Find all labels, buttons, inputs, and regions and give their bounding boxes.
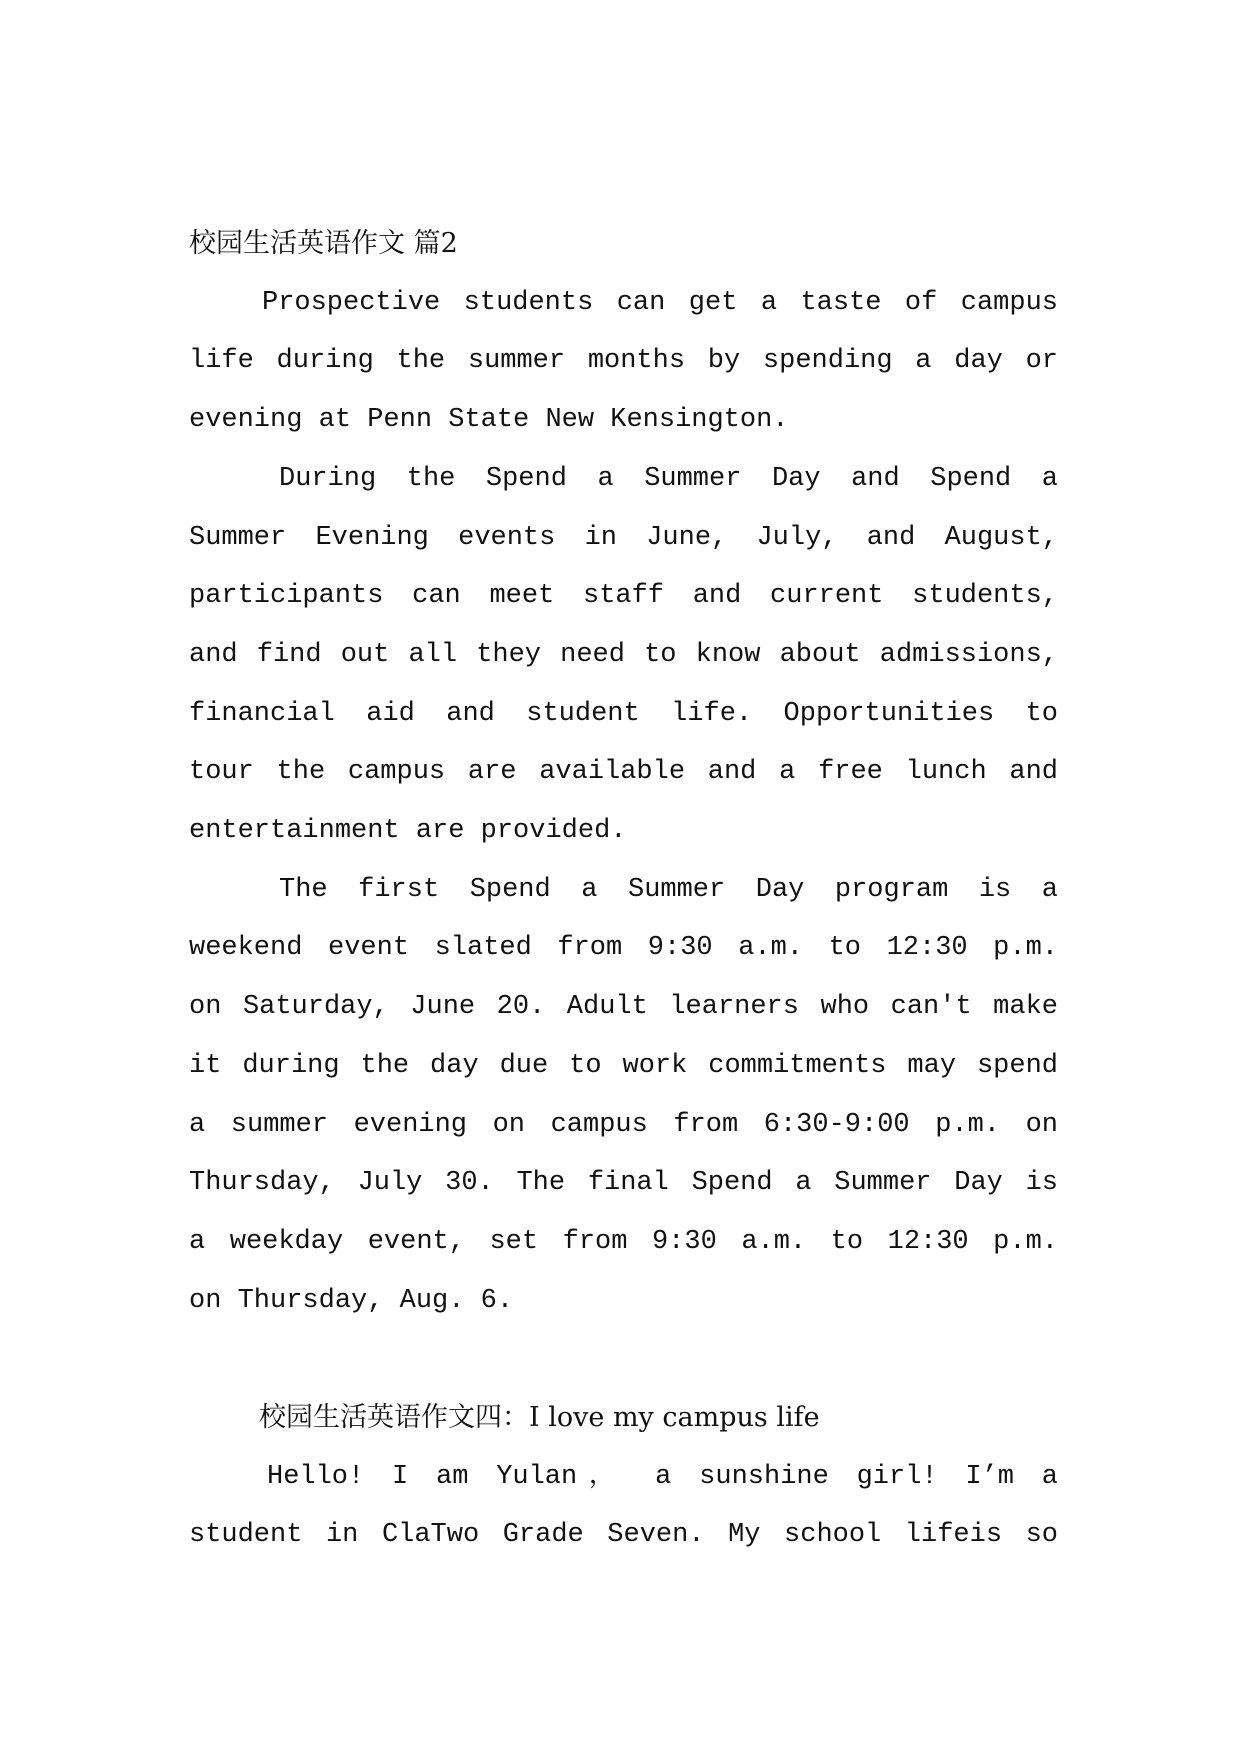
paragraph-line: financial aid and student life. Opportunities to <box>189 698 1058 729</box>
paragraph-line: a summer evening on campus from 6:30-9:00 p.m. on <box>189 1109 1058 1140</box>
paragraph-line: tour the campus are available and a free lunch and <box>189 757 1058 788</box>
paragraph-line: participants can meet staff and current students, <box>189 581 1058 612</box>
paragraph-line: entertainment are provided. <box>189 816 627 846</box>
paragraph-line: and find out all they need to know about admissions, <box>189 639 1058 670</box>
paragraph-line: it during the day due to work commitments may spend <box>189 1050 1058 1081</box>
paragraph-line: life during the summer months by spending a day or <box>189 346 1058 377</box>
paragraph-line: Prospective students can get a taste of campus <box>262 287 1058 318</box>
paragraph-line: Thursday, July 30. The final Spend a Summer Day is <box>189 1168 1058 1199</box>
paragraph-line: Summer Evening events in June, July, and August, <box>189 522 1058 553</box>
paragraph-line: on Saturday, June 20. Adult learners who can't make <box>189 992 1058 1023</box>
section-title: 校园生活英语作文 篇2 <box>189 228 458 259</box>
paragraph-line: weekend event slated from 9:30 a.m. to 12:30 p.m. <box>189 933 1058 964</box>
paragraph-line: Hello! I am Yulan， a sunshine girl! I’m a <box>267 1461 1058 1492</box>
paragraph-line: student in ClaTwo Grade Seven. My school lifeis so <box>189 1520 1058 1551</box>
paragraph-line: evening at Penn State New Kensington. <box>189 405 789 436</box>
paragraph-line: The first Spend a Summer Day program is a <box>279 874 1058 905</box>
paragraph-line: During the Spend a Summer Day and Spend a <box>279 463 1058 494</box>
paragraph-line: a weekday event, set from 9:30 a.m. to 12:30 p.m. <box>189 1226 1058 1257</box>
section-title: 校园生活英语作文四：I love my campus life <box>259 1402 820 1433</box>
paragraph-line: on Thursday, Aug. 6. <box>189 1285 514 1316</box>
